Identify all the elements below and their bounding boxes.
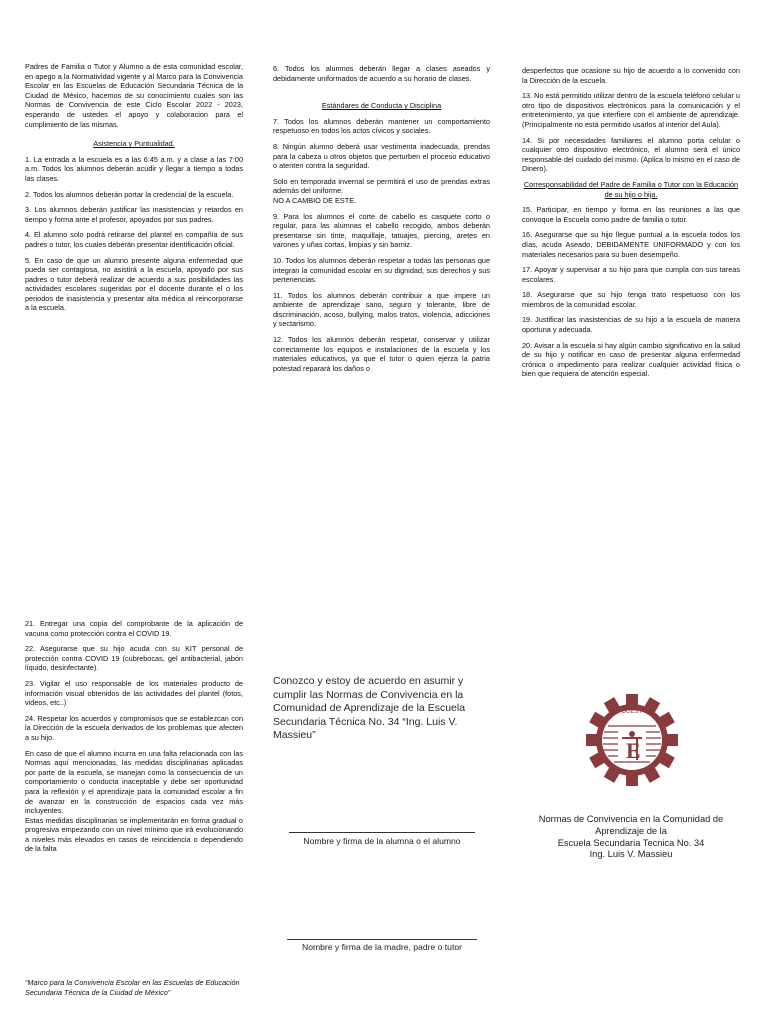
rule-item-continued: desperfectos que ocasione su hijo de acuerdo a lo convenido con la Dirección de la escuela.	[522, 66, 740, 85]
rule-item: 10. Todos los alumnos deberán respetar a todas las personas que integran la comunidad escolar en su dignidad, sus derechos y sus pertenencias.	[273, 255, 490, 285]
rule-item: 13. No está permitido utilizar dentro de la escuela teléfono celular u otro tipo de dispositivos electrónicos para la comunicación y el entretenimiento, ya que interfiere con el ambiente de aprendizaje.(Principalmente no está permitido usarlos al interior del Aula).	[522, 91, 740, 129]
student-signature-label: Nombre y firma de la alumna o el alumno	[303, 836, 461, 846]
rule-item: 7. Todos los alumnos deberán mantener un comportamiento respetuoso en todos los actos cívicos y sociales.	[273, 116, 490, 136]
title-line: Normas de Convivencia en la Comunidad de	[538, 814, 724, 824]
gear-logo-icon	[582, 690, 682, 790]
logo-text: DGEST	[621, 709, 643, 715]
rule-item: 17. Apoyar y supervisar a su hijo para que cumpla con sus tareas escolares.	[522, 265, 740, 284]
rule-item: 2. Todos los alumnos deberán portar la credencial de la escuela.	[25, 189, 234, 199]
title-line: Ing. Luis V. Massieu	[589, 849, 673, 860]
rule-item: 5. En caso de que un alumno presente alguna enfermedad que pueda ser contagiosa, no asistirá a la escuela, apoyado por sus padres o tutor deberá realizar de acuerdo a sus posibilidades las actividades escolares sugeridas por el docente durante el o los periodos de inasistencia y presentar alta médica al reincorporarse a la escuela.	[25, 255, 243, 313]
rule-item: 15. Participar, en tiempo y forma en las reuniones a las que convoque la Escuela como padre de familia o tutor.	[522, 205, 740, 224]
rule-item: 16. Asegurarse que su hijo llegue puntual a la escuela todos los días, acuda Aseado, DEBIDAMENTE UNIFORMADO y con los materiales necesarios para su buen desempeño.	[522, 230, 740, 259]
rule-item: 3. Los alumnos deberán justificar las inasistencias y retardos en tiempo y forma ante el profesor, apoyados por sus padres.	[25, 205, 243, 224]
column-3	[522, 66, 740, 385]
closing-paragraph: En caso de que el alumno incurra en una falta relacionada con las Normas aquí mencionadas, las medidas disciplinarias aplicadas por parte de la escuela, se manejan como la consecuencia de un comportamiento o conducta inaceptable y debe ser oportunidad para la reflexión y el aprendizaje para la comunidad escolar a fin de avanzar en la construcción de espacios cada vez más incluyentes.	[25, 748, 243, 816]
rule-item: 18. Asegurarse que su hijo tenga trato respetuoso con los miembros de la comunidad escolar.	[522, 290, 740, 309]
rule-item: 1. La entrada a la escuela es a las 6:45 a.m. y a clase a las 7:00 a.m. Todos los alumnos deberán acudir y llegar a tiempo a todas las clases.	[25, 154, 243, 183]
rule-item: 19. Justificar las inasistencias de su hijo a la escuela de manera oportuna y adecuada.	[522, 315, 740, 335]
brochure-title	[522, 814, 740, 861]
conduct-heading: Estándares de Conducta y Disciplina	[321, 101, 442, 111]
rule-item: 21. Entregar una copia del comprobante de la aplicación de vacuna como protección contra el COVID 19.	[25, 619, 243, 638]
school-logo	[582, 690, 682, 790]
column-2	[273, 64, 490, 379]
rule-item: 12. Todos los alumnos deberán respetar, conservar y utilizar correctamente los equipos e instalaciones de la escuela y los materiales educativos, ya que el tutor o quien ejerza la patria potestad reparará los daños o	[273, 335, 490, 373]
parent-signature-line	[287, 939, 477, 940]
attendance-heading: Asistencia y Puntualidad.	[93, 139, 175, 149]
winter-note-caps: NO A CAMBIO DE ESTE.	[273, 195, 357, 205]
rule-item: 8. Ningún alumno deberá usar vestimenta inadecuada, prendas para la cabeza u otros objetos que perturben el proceso educativo o atenten contra la seguridad.	[273, 141, 490, 171]
rule-item: 23. Vigilar el uso responsable de los materiales producto de información visual obtenidos de las actividades del plantel (fotos, videos, etc..)	[25, 678, 243, 708]
winter-note: Solo en temporada invernal se permitirá el uso de prendas extras además del uniforme.	[273, 176, 490, 196]
title-line: Aprendizaje de la	[595, 825, 667, 836]
rule-item: 11. Todos los alumnos deberán contribuir a que impere un ambiente de aprendizaje sano, seguro y tolerante, libre de discriminación, acoso, bullying, malos tratos, violencia, adicciones y sectarismo.	[273, 290, 490, 329]
agreement-statement: Conozco y estoy de acuerdo en asumir y cumplir las Normas de Convivencia en la Comunidad de Aprendizaje de la Escuela Secundaria Técnica No. 34 “Ing. Luis V. Massieu”	[273, 675, 466, 742]
rule-item: 6. Todos los alumnos deberán llegar a clases aseados y debidamente uniformados de acuerdo a su horario de clases.	[273, 64, 490, 83]
rule-item: 20. Avisar a la escuela si hay algún cambio significativo en la salud de su hijo y notificar en caso de presentar alguna enfermedad crónica o impedimento para realizar cualquier actividad física o bien que requiera de atención especial.	[522, 340, 740, 379]
column-4	[25, 619, 243, 860]
svg-text:E: E	[626, 738, 641, 763]
rule-item: 14. Si por necesidades familiares el alumno porta celular o cualquier otro dispositivo electrónico, el alumno será el único responsable del cuidado del mismo. (Aplica lo mismo en el caso de Dinero).	[522, 135, 740, 174]
intro-paragraph: Padres de Familia o Tutor y Alumno a de esta comunidad escolar, en apego a la Normatividad vigente y al Marco para la Convivencia Escolar en las Escuelas de Educación Secundaria Técnica de la Ciudad de México, hacemos de su conocimiento cuales son las Normas de Convivencia de este Ciclo Escolar 2022 - 2023, esperando de ustedes el apoyo y colaboracion para el cumplimiento de las mismas.	[25, 62, 243, 129]
footnote: “Marco para la Convivencia Escolar en las Escuelas de Educación Secundaria Técnica de la Ciudad de México”	[25, 978, 240, 997]
parent-signature-label: Nombre y firma de la madre, padre o tutor	[301, 942, 462, 952]
rule-item: 22. Asegurarse que su hijo acuda con su KIT personal de protección contra COVID 19 (cubrebocas, gel antibacterial, jabón líquido, desinfectante).	[25, 644, 243, 673]
parent-responsibility-heading: Corresponsabilidad del Padre de Familia o Tutor con la Educación de su hijo o hija.	[523, 179, 739, 199]
student-signature-line	[289, 832, 475, 833]
title-line: Escuela Secundaria Tecnica No. 34	[557, 837, 705, 848]
closing-paragraph: Estas medidas disciplinarias se implementarán en forma gradual o progresiva empezando con un nivel mínimo que irá evolucionando a niveles más elevados en casos de reincidencia o dependiendo de la falta	[25, 815, 243, 854]
rule-item: 24. Respetar los acuerdos y compromisos que se establezcan con la Dirección de la escuela derivados de los problemas que afecten a su hijo.	[25, 713, 243, 742]
column-1	[25, 62, 243, 319]
rule-item: 9. Para los alumnos el corte de cabello es casquete corto o regular, para las alumnas el cabello recogido, ambos deberán presentarse sin tinte, maquillaje, tatuajes, piercing, aretes en varones y uñas cortas, limpias y sin barniz.	[273, 211, 490, 250]
rule-item: 4. El alumno solo podrá retirarse del plantel en compañía de sus padres o tutor, los cuales deberán presentar identificación oficial.	[25, 230, 243, 249]
